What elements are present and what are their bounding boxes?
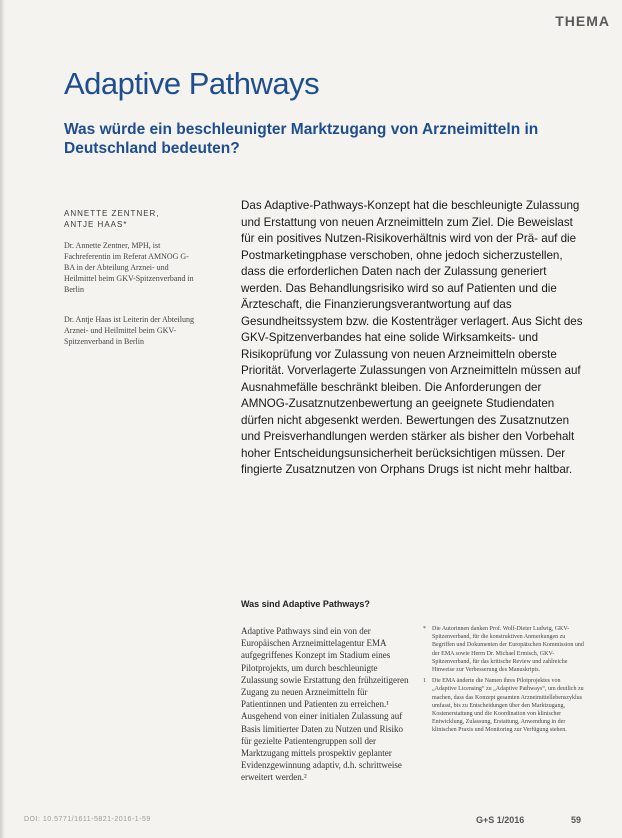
- article-title: Adaptive Pathways: [64, 66, 320, 101]
- footnote-number: 1: [423, 678, 426, 685]
- section-heading: Was sind Adaptive Pathways?: [241, 599, 370, 609]
- article-subtitle: Was würde ein beschleunigter Marktzugang von Arzneimitteln in Deutschland bedeuten?: [64, 121, 539, 157]
- page-binding-edge: [0, 0, 5, 838]
- author-name-line: ANTJE HAAS*: [64, 220, 128, 229]
- footnote-text: Die Autorinnen danken Prof. Wolf-Dieter Ludwig, GKV-Spitzenverband, für die konstruktiven Anmerkungen zu Begriffen und Dokumenten der Europäischen Kommission und der EMA sowie Herrn Dr. Michael Ermisch, GKV-Spitzenverband, für das kritische Review und zahlreiche Hinweise zur Verbesserung des Manuskripts.: [432, 626, 584, 674]
- footnotes: [423, 625, 586, 738]
- article-abstract: Das Adaptive-Pathways-Konzept hat die beschleunigte Zulassung und Erstattung von neuen Arzneimitteln zum Ziel. Die Beweislast für ein positives Nutzen-Risikoverhältnis wird von der Prä- auf die Postmarketingphase verschoben, ohne jedoch sicherzustellen, dass die erforderlichen Daten nach der Zulassung generiert werden. Das Behandlungsrisiko wird so auf Patienten und die Ärzteschaft, die Finanzierungsverantwortung auf das Gesundheitssystem bzw. die Kostenträger verlagert. Aus Sicht des GKV-Spitzenverbandes hat eine solide Wirksamkeits- und Risikoprüfung vor Zulassung von neuen Arzneimitteln oberste Priorität. Vorverlagerte Zulassungen von Arzneimitteln müssen auf Ausnahmefälle beschränkt bleiben. Die Anforderungen der AMNOG-Zusatznutzenbewertung an geeignete Studiendaten dürfen nicht abgesenkt werden. Bewertungen des Zusatznutzen und Preisverhandlungen werden stärker als bisher den Vorbehalt hoher Entscheidungsunsicherheit berücksichtigen müssen. Der fingierte Zusatznutzen von Orphans Drugs ist nicht mehr haltbar.: [241, 199, 583, 476]
- section-label: THEMA: [555, 13, 610, 29]
- footnote: [423, 625, 586, 674]
- author-names: [64, 208, 160, 230]
- footer-doi: DOI: 10.5771/1611-5821-2016-1-59: [24, 816, 151, 823]
- author-name-line: ANNETTE ZENTNER,: [64, 209, 160, 218]
- footer-issue: G+S 1/2016: [476, 815, 525, 825]
- page-number: 59: [571, 815, 582, 825]
- footnote-number: *: [423, 626, 426, 632]
- author-bio: Dr. Antje Haas ist Leiterin der Abteilung Arznei- und Heilmittel beim GKV-Spitzenverband in Berlin: [64, 315, 194, 346]
- author-bio: Dr. Annette Zentner, MPH, ist Fachreferentin im Referat AMNOG G-BA in der Abteilung Arznei- und Heilmittel beim GKV-Spitzenverband in Berlin: [64, 241, 194, 294]
- body-text: Adaptive Pathways sind ein von der Europäischen Arzneimittelagentur EMA aufgegriffenes Konzept im Stadium eines Pilotprojekts, um durch beschleunigte Zulassung sowie Erstattung den frühzeitigeren Zugang zu neuen Arzneimitteln für Patientinnen und Patienten zu erreichen.¹ Ausgehend von einer initialen Zulassung auf Basis limitierter Daten zu Nutzen und Risiko für gezielte Patientengruppen soll der Marktzugang mittels prospektiv geplanter Evidenzgewinnung adaptiv, d.h. schrittweise erweitert werden.²: [241, 626, 409, 783]
- footnote: [423, 677, 586, 734]
- footnote-text: Die EMA änderte die Namen ihres Pilotprojektes von „Adaptive Licensing“ zu „Adaptive Pathways“, um deutlich zu machen, dass das Konzept gesamten Arzneimittellebenszyklus umfasst, bis zu Entscheidungen über den Marktzugang, Kostenerstattung und die Koordination von klinischer Entwicklung, Zulassung, Erstattung, Anwendung in der klinischen Praxis und Monitoring zur Verfügung stehen.: [432, 678, 584, 734]
